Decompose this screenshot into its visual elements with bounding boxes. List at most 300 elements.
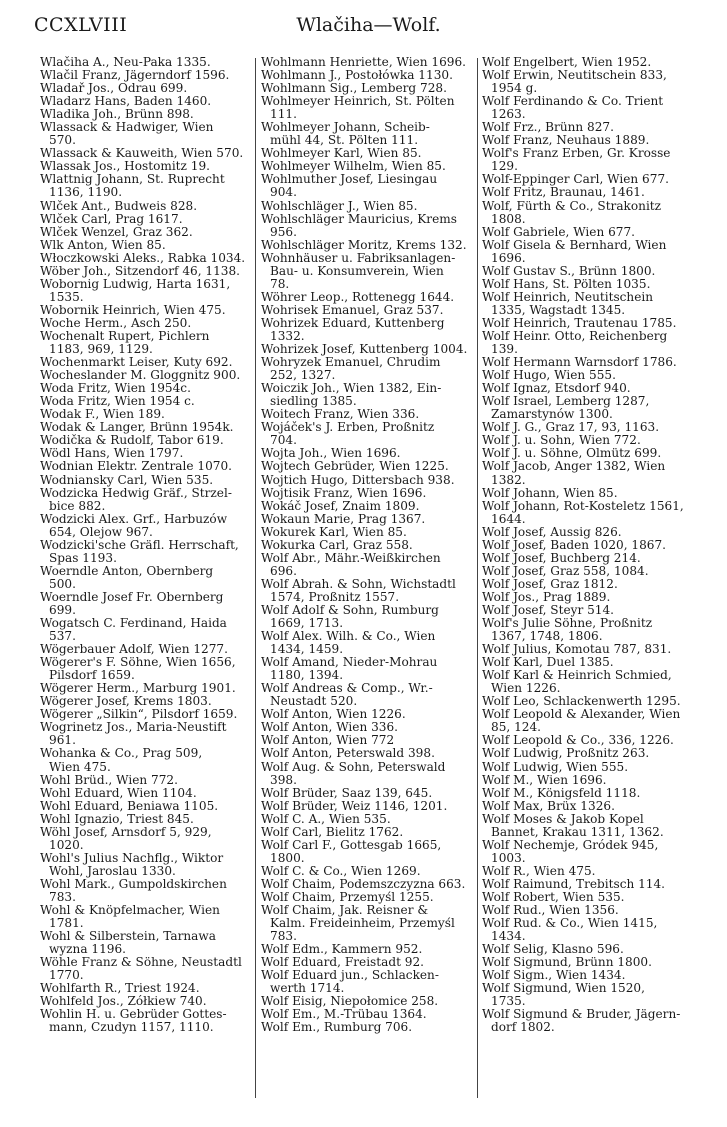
directory-entry — [482, 813, 712, 839]
entry-line: Wlk Anton, Wien 85. — [40, 237, 166, 252]
entry-line: Wolf Israel, Lemberg 1287, — [482, 394, 650, 409]
entry-continuation: 1382. — [491, 472, 526, 487]
entry-continuation: 961. — [49, 733, 76, 748]
directory-entry — [482, 982, 712, 1008]
directory-entry — [261, 487, 473, 500]
entry-line: Wolf Ferdinando & Co. Trient — [482, 94, 664, 109]
directory-entry — [40, 265, 251, 278]
entry-line: Wolf Leopold & Co., 336, 1226. — [482, 733, 674, 748]
entry-line: Wolf Josef, Aussig 826. — [482, 524, 622, 539]
column-1 — [40, 56, 251, 1116]
entry-continuation: werth 1714. — [270, 981, 345, 996]
entry-continuation: 1800. — [270, 850, 305, 865]
directory-entry — [40, 121, 251, 147]
entry-line: Wodzicki'sche Gräfl. Herrschaft, — [40, 537, 239, 552]
directory-entry — [482, 460, 712, 486]
directory-entry — [40, 721, 251, 747]
entry-line: Wolf Engelbert, Wien 1952. — [482, 56, 652, 69]
entry-line: Wokáč Josef, Znaim 1809. — [261, 498, 420, 513]
entry-line: Wolf Ludwig, Wien 555. — [482, 759, 629, 774]
entry-continuation: mühl 44, St. Pölten 111. — [270, 133, 419, 148]
entry-line: Wolf Anton, Wien 336. — [261, 720, 399, 735]
entry-line: Wolf Em., Rumburg 706. — [261, 1020, 413, 1035]
directory-entry — [261, 578, 473, 604]
entry-line: Wojáček's J. Erben, Proßnitz — [261, 420, 435, 435]
entry-continuation: 1535. — [49, 289, 84, 304]
entry-continuation: Wien 475. — [49, 759, 111, 774]
entry-line: Wodak & Langer, Brünn 1954k. — [40, 420, 234, 435]
entry-line: Woda Fritz, Wien 1954c. — [40, 381, 191, 396]
entry-line: Wocheslander M. Gloggnitz 900. — [40, 368, 241, 383]
entry-line: Wohl Brüd., Wien 772. — [40, 772, 178, 787]
entry-continuation: Wohl, Jaroslau 1330. — [49, 863, 176, 878]
directory-entry — [40, 226, 251, 239]
directory-entry — [261, 474, 473, 487]
directory-entry — [482, 239, 712, 265]
entry-line: Wohnhäuser u. Fabriksanlagen- — [261, 250, 456, 265]
entry-line: Wöhrer Leop., Rottenegg 1644. — [261, 289, 455, 304]
entry-line: Wlattnig Johann, St. Ruprecht — [40, 172, 225, 187]
page-header — [34, 14, 703, 42]
entry-line: Wohryzek Emanuel, Chrudim — [261, 355, 441, 370]
entry-line: Wolf Rud. & Co., Wien 1415, — [482, 916, 658, 931]
entry-continuation: 570. — [49, 133, 76, 148]
directory-entry — [261, 813, 473, 826]
directory-entry — [40, 200, 251, 213]
entry-line: Wlačil Franz, Jägerndorf 1596. — [40, 68, 230, 83]
entry-line: Wohlfeld Jos., Zółkiew 740. — [40, 994, 207, 1009]
directory-entry — [261, 356, 473, 382]
entry-line: Wolf Amand, Nieder-Mohrau — [261, 655, 438, 670]
entry-continuation: 1335, Wagstadt 1345. — [491, 302, 626, 317]
directory-entry — [40, 1008, 251, 1034]
entry-line: Wolf Eduard jun., Schlacken- — [261, 968, 439, 983]
entry-continuation: 1574, Proßnitz 1557. — [270, 589, 400, 604]
directory-entry — [261, 826, 473, 839]
entry-line: Wolf Hermann Warnsdorf 1786. — [482, 355, 677, 370]
directory-entry — [40, 565, 251, 591]
entry-line: Wolf Leopold & Alexander, Wien — [482, 707, 681, 722]
directory-entry — [261, 1021, 473, 1034]
directory-entry — [261, 969, 473, 995]
entry-line: Wolf Josef, Graz 1812. — [482, 576, 618, 591]
entry-line: Wolf Franz, Neuhaus 1889. — [482, 133, 650, 148]
entry-line: Wolf Frz., Brünn 827. — [482, 120, 614, 135]
entry-line: Wolf Leo, Schlackenwerth 1295. — [482, 694, 681, 709]
entry-line: Wohlmeyer Johann, Scheib- — [261, 120, 430, 135]
entry-line: Wohlin H. u. Gebrüder Gottes- — [40, 1007, 227, 1022]
entry-continuation: 696. — [270, 563, 297, 578]
entry-line: Wlassak Jos., Hostomitz 19. — [40, 159, 210, 174]
entry-line: Wolf Erwin, Neutitschein 833, — [482, 68, 667, 83]
entry-line: Wodnian Elektr. Zentrale 1070. — [40, 459, 233, 474]
directory-entry — [261, 252, 473, 291]
directory-entry — [40, 487, 251, 513]
entry-continuation: bice 882. — [49, 498, 106, 513]
entry-continuation: 1808. — [491, 211, 526, 226]
entry-line: Wolf-Eppinger Carl, Wien 677. — [482, 172, 669, 187]
entry-line: Wolf Em., M.-Trübau 1364. — [261, 1007, 427, 1022]
directory-entry — [482, 839, 712, 865]
entry-continuation: Spas 1193. — [49, 550, 117, 565]
entry-line: Wolf Anton, Wien 772 — [261, 733, 395, 748]
directory-entry — [40, 591, 251, 617]
entry-continuation: 783. — [49, 890, 76, 904]
entry-continuation: 904. — [270, 185, 297, 200]
directory-entry — [261, 121, 473, 147]
entry-line: Wohrizek Josef, Kuttenberg 1004. — [261, 342, 468, 357]
directory-entry — [482, 552, 712, 565]
directory-entry — [261, 460, 473, 473]
entry-continuation: 537. — [49, 629, 76, 644]
entry-line: Wolf Josef, Baden 1020, 1867. — [482, 537, 667, 552]
directory-entry — [261, 800, 473, 813]
entry-line: Wodniansky Carl, Wien 535. — [40, 472, 214, 487]
entry-continuation: 1180, 1394. — [270, 668, 344, 683]
entry-line: Wlassack & Hadwiger, Wien — [40, 120, 214, 135]
entry-continuation: 704. — [270, 433, 297, 448]
directory-entry — [482, 747, 712, 760]
entry-line: Wojta Joh., Wien 1696. — [261, 446, 401, 461]
entry-line: Wolf Gisela & Bernhard, Wien — [482, 237, 667, 252]
entry-line: Wolf Sigmund & Bruder, Jägern- — [482, 1007, 681, 1022]
directory-entry — [40, 278, 251, 304]
entry-line: Wolf Anton, Peterswald 398. — [261, 746, 435, 761]
directory-entry — [261, 787, 473, 800]
entry-line: Wolf Rud., Wien 1356. — [482, 903, 619, 918]
entry-continuation: siedling 1385. — [270, 394, 357, 409]
directory-entry — [261, 382, 473, 408]
entry-line: Wodzicka Hedwig Gräf., Strzel- — [40, 485, 232, 500]
entry-line: Wohl Eduard, Wien 1104. — [40, 785, 197, 800]
directory-entry — [261, 904, 473, 943]
directory-entry — [261, 200, 473, 213]
entry-continuation: 1696. — [491, 250, 526, 265]
page-title: Wlačiha—Wolf. — [296, 14, 441, 36]
entry-line: Wolf Chaim, Podemszczyzna 663. — [261, 876, 466, 891]
entry-line: Wolf Abr., Mähr.-Weißkirchen — [261, 550, 441, 565]
entry-line: Wochenmarkt Leiser, Kuty 692. — [40, 355, 233, 370]
entry-line: Wolf Chaim, Przemyśl 1255. — [261, 890, 434, 904]
directory-entry — [482, 226, 712, 239]
directory-entry — [261, 239, 473, 252]
directory-entry — [40, 330, 251, 356]
entry-continuation: 139. — [491, 342, 518, 357]
directory-entry — [261, 421, 473, 447]
entry-continuation: 699. — [49, 602, 76, 617]
entry-line: Wlček Wenzel, Graz 362. — [40, 224, 193, 239]
entry-continuation: 1434, 1459. — [270, 642, 344, 657]
entry-line: Wolf Sigm., Wien 1434. — [482, 968, 626, 983]
entry-continuation: 1367, 1748, 1806. — [491, 629, 603, 644]
entry-line: Wolf Anton, Wien 1226. — [261, 707, 406, 722]
directory-entry — [482, 291, 712, 317]
entry-line: Wogatsch C. Ferdinand, Haida — [40, 616, 227, 631]
directory-entry — [482, 500, 712, 526]
entry-line: Wohrisek Emanuel, Graz 537. — [261, 302, 444, 317]
entry-line: Wolf Jos., Prag 1889. — [482, 589, 611, 604]
entry-continuation: 783. — [270, 929, 297, 944]
entry-continuation: 1183, 969, 1129. — [49, 342, 153, 357]
entry-line: Wolf Selig, Klasno 596. — [482, 942, 624, 957]
entry-continuation: Bannet, Krakau 1311, 1362. — [491, 824, 664, 839]
entry-line: Wolf M., Königsfeld 1118. — [482, 785, 641, 800]
entry-continuation: 500. — [49, 576, 76, 591]
entry-line: Wolf Abrah. & Sohn, Wichstadtl — [261, 576, 456, 591]
directory-entry — [40, 252, 251, 265]
entry-line: Wodzicki Alex. Grf., Harbuzów — [40, 511, 228, 526]
entry-continuation: Wien 1226. — [491, 681, 561, 696]
entry-line: Wolf Carl, Bielitz 1762. — [261, 824, 404, 839]
directory-entry — [40, 539, 251, 565]
entry-line: Wolf Eduard, Freistadt 92. — [261, 955, 425, 970]
entry-line: Wolf Adolf & Sohn, Rumburg — [261, 602, 439, 617]
entry-line: Wochenalt Rupert, Pichlern — [40, 328, 210, 343]
entry-continuation: 1003. — [491, 850, 526, 865]
entry-line: Wojtisik Franz, Wien 1696. — [261, 485, 427, 500]
entry-continuation: Pilsdorf 1659. — [49, 668, 135, 683]
entry-line: Wohlschläger J., Wien 85. — [261, 198, 418, 213]
page-number: CCXLVIII — [34, 14, 128, 36]
directory-entry — [482, 395, 712, 421]
entry-line: Wolf J. u. Söhne, Olmütz 699. — [482, 446, 662, 461]
directory-entry — [261, 173, 473, 199]
entry-line: Wolf Chaim, Jak. Reisner & — [261, 903, 429, 918]
entry-continuation: mann, Czudyn 1157, 1110. — [49, 1020, 214, 1035]
directory-entry — [261, 500, 473, 513]
entry-line: Wolf Eisig, Niepołomice 258. — [261, 994, 439, 1009]
entry-line: Wolf Johann, Wien 85. — [482, 485, 618, 500]
entry-line: Wohlmann Henriette, Wien 1696. — [261, 56, 467, 69]
entry-continuation: 252, 1327. — [270, 368, 336, 383]
directory-entry — [261, 317, 473, 343]
entry-line: Wohlmeyer Wilhelm, Wien 85. — [261, 159, 446, 174]
directory-entry — [40, 747, 251, 773]
directory-entry — [40, 774, 251, 787]
entry-line: Wolf Josef, Buchberg 214. — [482, 550, 641, 565]
entry-line: Wolf Alex. Wilh. & Co., Wien — [261, 629, 436, 644]
directory-entry — [482, 186, 712, 199]
entry-continuation: 1954 g. — [491, 81, 538, 96]
entry-line: Wohlmeyer Karl, Wien 85. — [261, 146, 422, 161]
entry-line: Wohl & Knöpfelmacher, Wien — [40, 903, 220, 918]
entry-line: Wolf Karl, Duel 1385. — [482, 655, 614, 670]
directory-entry — [482, 787, 712, 800]
directory-entry — [482, 761, 712, 774]
entry-line: Wolf's Julie Söhne, Proßnitz — [482, 616, 653, 631]
entry-line: Woda Fritz, Wien 1954 c. — [40, 394, 195, 409]
entry-line: Wolf Carl F., Gottesgab 1665, — [261, 837, 442, 852]
directory-entry — [261, 604, 473, 630]
entry-line: Wolf, Fürth & Co., Strakonitz — [482, 198, 662, 213]
directory-entry — [482, 69, 712, 95]
entry-line: Wolf Aug. & Sohn, Peterswald — [261, 759, 446, 774]
directory-entry — [482, 865, 712, 878]
column-2 — [261, 56, 473, 1116]
directory-entry — [482, 591, 712, 604]
directory-entry — [482, 800, 712, 813]
directory-entry — [482, 617, 712, 643]
directory-entry — [261, 95, 473, 121]
entry-line: Wohlmuther Josef, Liesingau — [261, 172, 438, 187]
entry-line: Wolf Ludwig, Proßnitz 263. — [482, 746, 650, 761]
entry-continuation: 1735. — [491, 994, 526, 1009]
entry-line: Wolf's Franz Erben, Gr. Krosse — [482, 146, 671, 161]
entry-line: Wolf Gustav S., Brünn 1800. — [482, 263, 656, 278]
entry-line: Wohanka & Co., Prag 509, — [40, 746, 203, 761]
entry-line: Wolf M., Wien 1696. — [482, 772, 607, 787]
column-3 — [482, 56, 712, 1116]
entry-continuation: 111. — [270, 107, 297, 122]
entry-line: Wolf Fritz, Braunau, 1461. — [482, 185, 645, 200]
entry-line: Wogrinetz Jos., Maria-Neustift — [40, 720, 227, 735]
directory-entry — [40, 852, 251, 878]
directory-entry — [482, 774, 712, 787]
entry-continuation: Zamarstynów 1300. — [491, 407, 613, 422]
directory-entry — [482, 147, 712, 173]
directory-entry — [261, 291, 473, 304]
entry-line: Wobornik Heinrich, Wien 475. — [40, 302, 226, 317]
entry-line: Wolf J. u. Sohn, Wien 772. — [482, 433, 641, 448]
entry-continuation: 1781. — [49, 916, 84, 931]
directory-entry — [261, 682, 473, 708]
entry-line: Wolf Max, Brüx 1326. — [482, 798, 615, 813]
directory-entry — [482, 487, 712, 500]
directory-entry — [482, 526, 712, 539]
entry-line: Wolf C. & Co., Wien 1269. — [261, 863, 421, 878]
entry-line: Wokurek Karl, Wien 85. — [261, 524, 407, 539]
directory-entry — [261, 839, 473, 865]
entry-line: Woitech Franz, Wien 336. — [261, 407, 420, 422]
directory-entry — [40, 460, 251, 473]
directory-entry — [482, 330, 712, 356]
entry-line: Wohl Ignazio, Triest 845. — [40, 811, 194, 826]
entry-line: Wohl Eduard, Beniawa 1105. — [40, 798, 219, 813]
entry-line: Wolf Sigmund, Brünn 1800. — [482, 955, 652, 970]
directory-entry — [40, 956, 251, 982]
entry-line: Wohlmeyer Heinrich, St. Pölten — [261, 94, 455, 109]
directory-entry — [261, 526, 473, 539]
entry-line: Wodak F., Wien 189. — [40, 407, 165, 422]
entry-line: Wohl Mark., Gumpoldskirchen — [40, 876, 227, 891]
directory-entry — [261, 513, 473, 526]
directory-entry — [40, 513, 251, 539]
entry-line: Wohlschläger Moritz, Krems 132. — [261, 237, 467, 252]
entry-line: Wolf Heinrich, Neutitschein — [482, 289, 654, 304]
directory-entry — [482, 265, 712, 278]
directory-entry — [261, 761, 473, 787]
directory-entry — [40, 800, 251, 813]
directory-entry — [40, 304, 251, 317]
entry-line: Wolf Moses & Jakob Kopel — [482, 811, 644, 826]
entry-line: Wolf Sigmund, Wien 1520, — [482, 981, 645, 996]
entry-continuation: 1644. — [491, 511, 526, 526]
entry-line: Wlček Ant., Budweis 828. — [40, 198, 198, 213]
directory-entry — [40, 813, 251, 826]
entry-line: Wohlfarth R., Triest 1924. — [40, 981, 200, 996]
entry-line: Wlassack & Kauweith, Wien 570. — [40, 146, 244, 161]
directory-entry — [482, 278, 712, 291]
entry-continuation: Kalm. Freideinheim, Przemyśl — [270, 916, 455, 931]
entry-line: Wolf Karl & Heinrich Schmied, — [482, 668, 672, 683]
directory-entry — [261, 213, 473, 239]
directory-entry — [261, 304, 473, 317]
entry-line: Wolf Ignaz, Etsdorf 940. — [482, 381, 631, 396]
directory-entry — [261, 865, 473, 878]
entry-line: Wolf Jacob, Anger 1382, Wien — [482, 459, 666, 474]
entry-line: Wolf Heinr. Otto, Reichenberg — [482, 328, 668, 343]
entry-continuation: 1136, 1190. — [49, 185, 123, 200]
entry-continuation: 654, Olejow 967. — [49, 524, 153, 539]
entry-continuation: 1332. — [270, 328, 305, 343]
directory-entry — [40, 930, 251, 956]
entry-line: Wlček Carl, Prag 1617. — [40, 211, 183, 226]
entry-line: Wolf Heinrich, Trautenau 1785. — [482, 315, 677, 330]
entry-continuation: dorf 1802. — [491, 1020, 555, 1035]
entry-line: Wolf Josef, Graz 558, 1084. — [482, 563, 649, 578]
directory-entry — [482, 1008, 712, 1034]
directory-entry — [40, 878, 251, 904]
entry-line: Wögerer Josef, Krems 1803. — [40, 694, 212, 709]
directory-entry — [40, 904, 251, 930]
entry-line: Wohlschläger Mauricius, Krems — [261, 211, 457, 226]
entry-continuation: 1263. — [491, 107, 526, 122]
directory-entry — [40, 787, 251, 800]
directory-entry — [40, 213, 251, 226]
entry-continuation: 398. — [270, 772, 297, 787]
entry-line: Wolf J. G., Graz 17, 93, 1163. — [482, 420, 660, 435]
entry-line: Wobornig Ludwig, Harta 1631, — [40, 276, 231, 291]
directory-entry — [40, 474, 251, 487]
entry-line: Wohlmann J., Postołówka 1130. — [261, 68, 453, 83]
directory-entry — [40, 656, 251, 682]
entry-line: Wokaun Marie, Prag 1367. — [261, 511, 426, 526]
entry-continuation: Neustadt 520. — [270, 694, 358, 709]
entry-line: Wolf Julius, Komotau 787, 831. — [482, 642, 672, 657]
entry-line: Wögerer „Silkin“, Pilsdorf 1659. — [40, 707, 238, 722]
entry-line: Wolf Hans, St. Pölten 1035. — [482, 276, 651, 291]
entry-line: Wolf Edm., Kammern 952. — [261, 942, 423, 957]
entry-line: Wladař Jos., Odrau 699. — [40, 81, 188, 96]
entry-line: Wolf Raimund, Trebitsch 114. — [482, 876, 666, 891]
entry-continuation: 1434. — [491, 929, 526, 944]
entry-line: Woerndle Josef Fr. Obernberg — [40, 589, 224, 604]
entry-line: Woerndle Anton, Obernberg — [40, 563, 214, 578]
directory-entry — [482, 539, 712, 552]
entry-line: Wlačiha A., Neu-Paka 1335. — [40, 56, 211, 69]
directory-entry — [482, 917, 712, 943]
directory-entry — [261, 539, 473, 552]
entry-line: Woche Herm., Asch 250. — [40, 315, 192, 330]
entry-line: Wladika Joh., Brünn 898. — [40, 107, 194, 122]
directory-entry — [40, 173, 251, 199]
entry-line: Wolf Brüder, Weiz 1146, 1201. — [261, 798, 448, 813]
entry-line: Wolf Gabriele, Wien 677. — [482, 224, 636, 239]
entry-continuation: 1770. — [49, 968, 84, 983]
entry-line: Wöber Joh., Sitzendorf 46, 1138. — [40, 263, 241, 278]
entry-continuation: Bau- u. Konsumverein, Wien — [270, 263, 444, 278]
entry-continuation: 956. — [270, 224, 297, 239]
entry-line: Wojtech Gebrüder, Wien 1225. — [261, 459, 449, 474]
entry-continuation: 78. — [270, 276, 290, 291]
entry-line: Wödl Hans, Wien 1797. — [40, 446, 184, 461]
directory-entry — [482, 95, 712, 121]
directory-columns — [40, 56, 712, 1116]
entry-line: Wolf Robert, Wien 535. — [482, 890, 625, 904]
directory-entry — [261, 630, 473, 656]
entry-line: Wohrizek Eduard, Kuttenberg — [261, 315, 445, 330]
entry-line: Wolf Brüder, Saaz 139, 645. — [261, 785, 433, 800]
